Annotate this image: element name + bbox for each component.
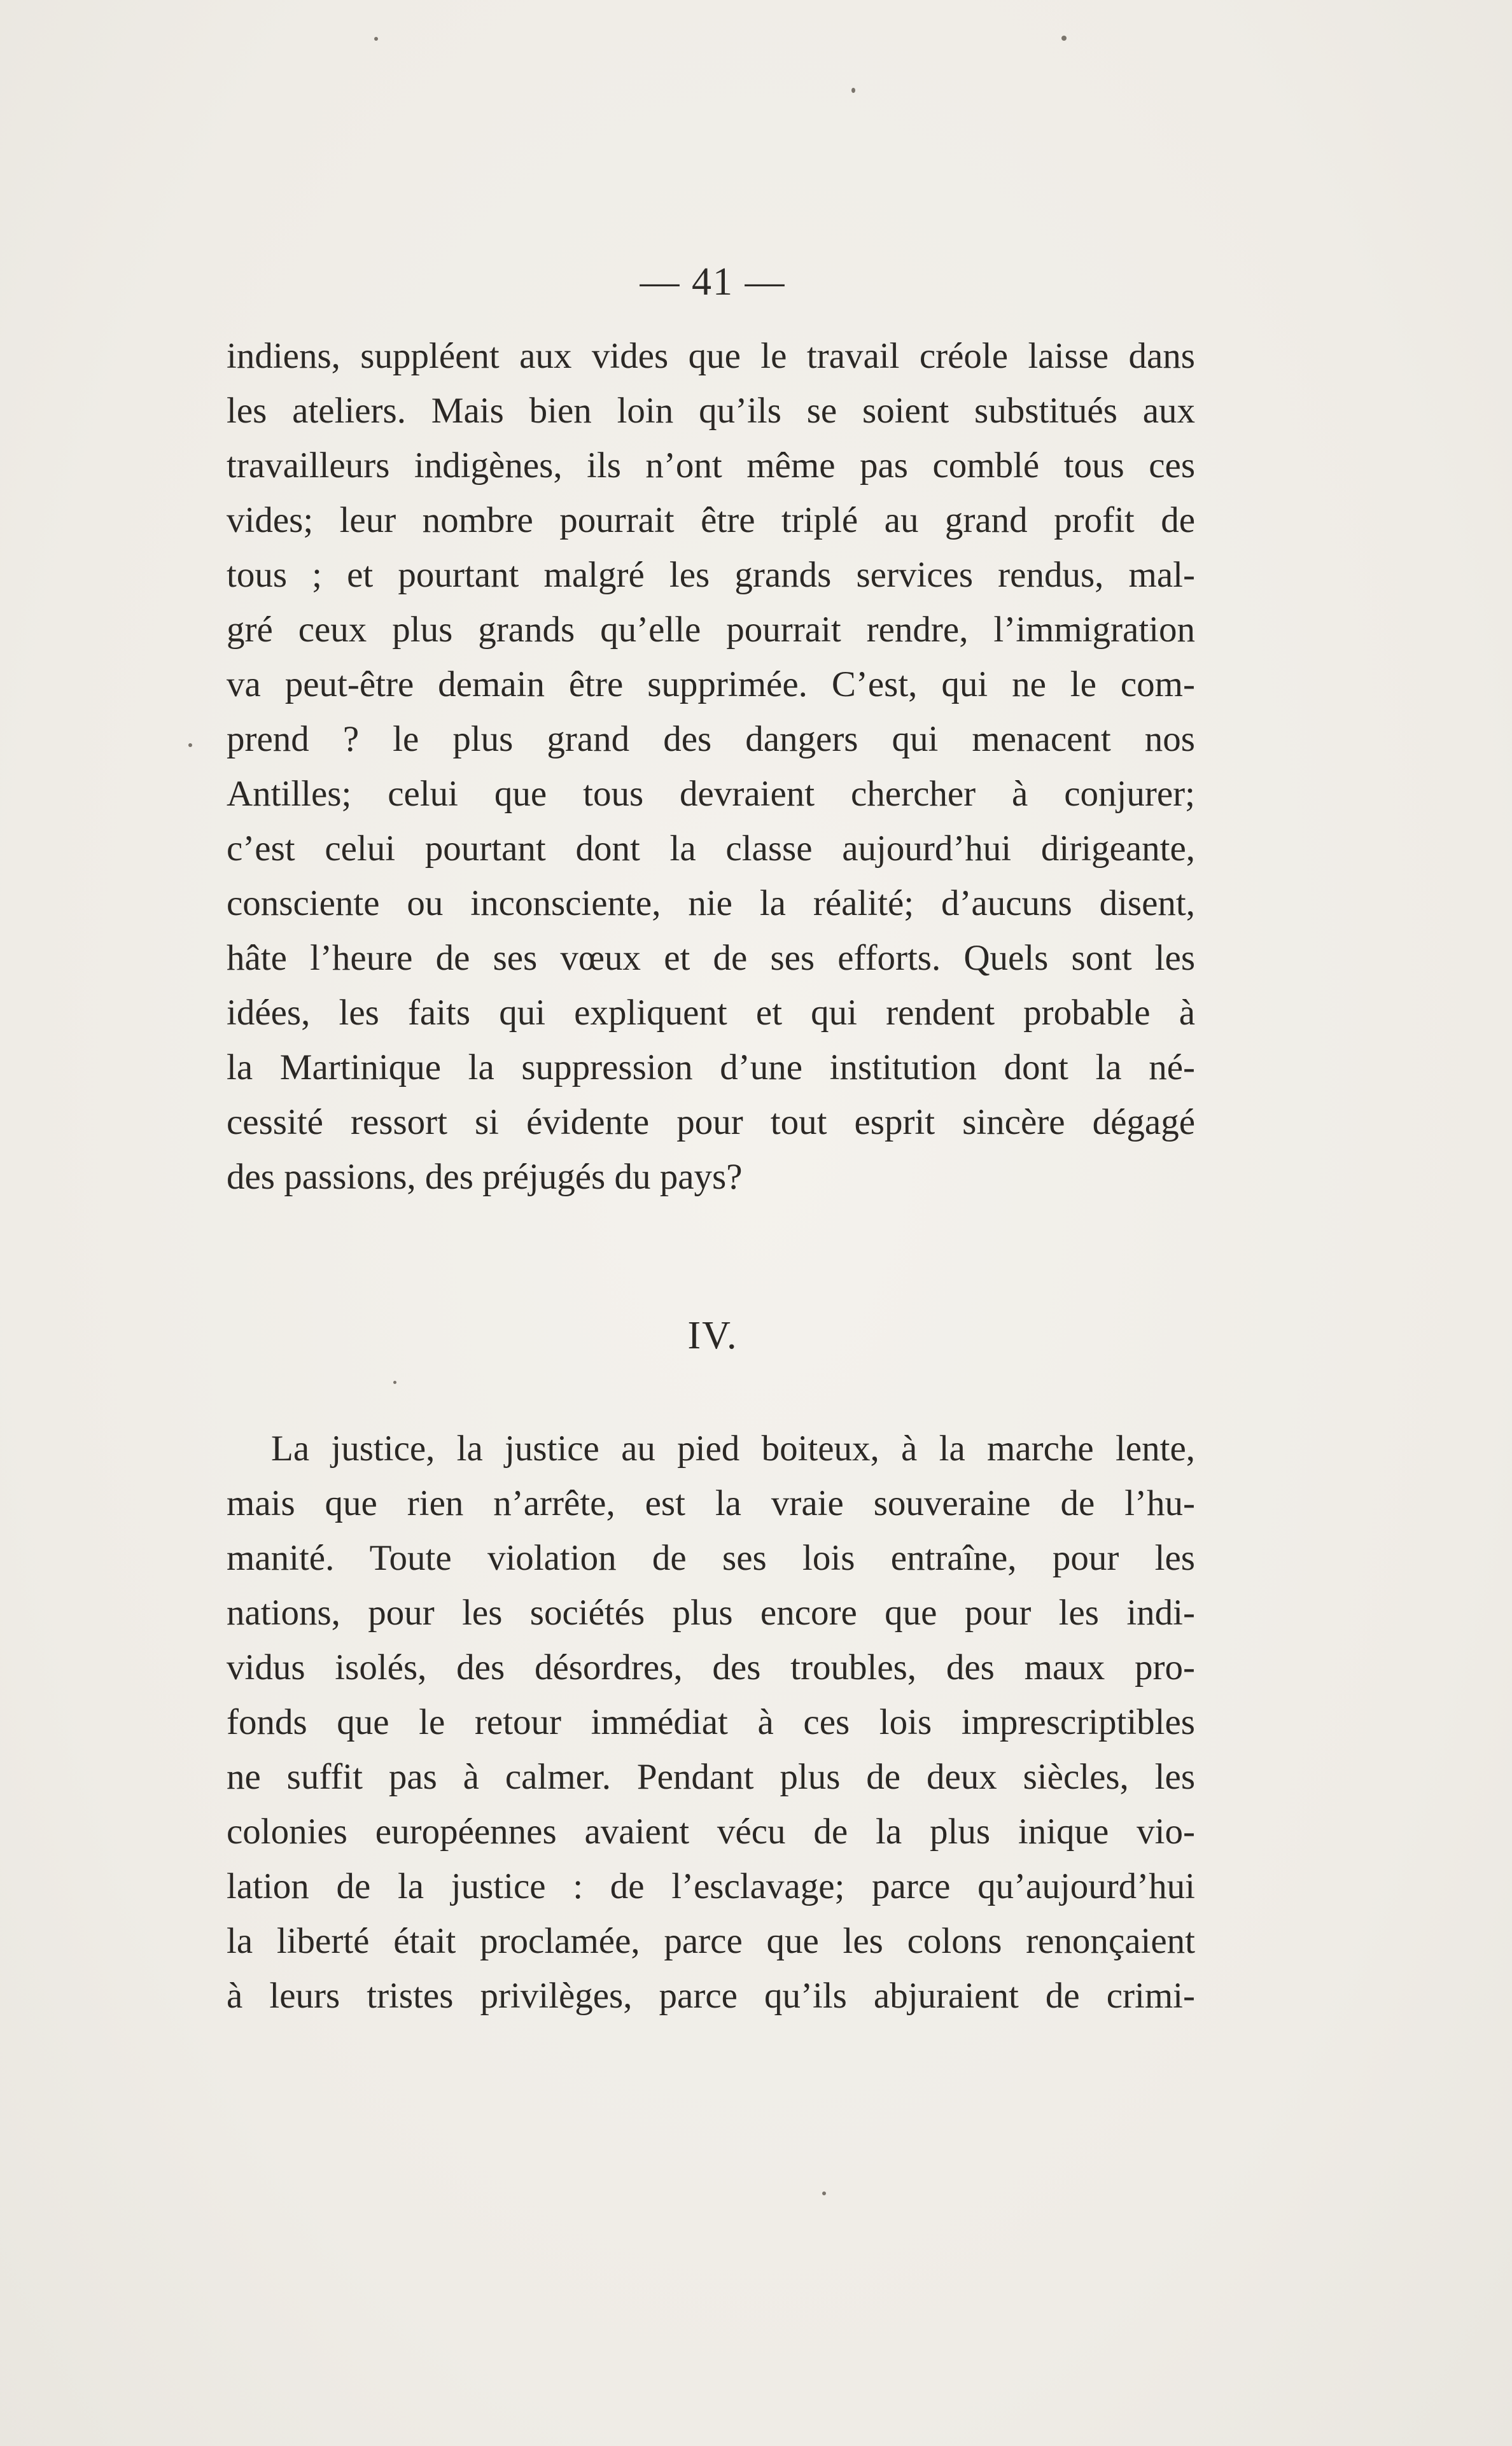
text-line: mais que rien n’arrête, est la vraie souveraine de l’hu- [227,1483,1195,1523]
text-line: nations, pour les sociétés plus encore que pour les indi- [227,1593,1195,1633]
text-line: les ateliers. Mais bien loin qu’ils se soient substitués aux [227,391,1195,431]
paper-speck [1061,36,1067,41]
text-line: travailleurs indigènes, ils n’ont même pas comblé tous ces [227,445,1195,486]
text-line: la Martinique la suppression d’une institution dont la né- [227,1047,1195,1087]
text-line: c’est celui pourtant dont la classe aujourd’hui dirigeante, [227,828,1195,869]
text-line: va peut-être demain être supprimée. C’est, qui ne le com- [227,664,1195,704]
text-line: gré ceux plus grands qu’elle pourrait rendre, l’immigration [227,610,1195,650]
text-line: indiens, suppléent aux vides que le travail créole laisse dans [227,336,1195,376]
paragraph-2 [227,1422,1195,2023]
text-line: idées, les faits qui expliquent et qui rendent probable à [227,993,1195,1033]
page-number: — 41 — [640,260,786,304]
text-line: la liberté était proclamée, parce que les colons renonçaient [227,1921,1195,1961]
text-line: consciente ou inconsciente, nie la réalité; d’aucuns disent, [227,883,1195,923]
section-heading: IV. [687,1314,738,1357]
text-line: colonies européennes avaient vécu de la plus inique vio- [227,1812,1195,1852]
text-line: ne suffit pas à calmer. Pendant plus de deux siècles, les [227,1757,1195,1797]
text-line: à leurs tristes privilèges, parce qu’ils abjuraient de crimi- [227,1976,1195,2016]
paper-speck [822,2191,826,2195]
paper-speck [374,37,378,41]
text-line: manité. Toute violation de ses lois entraîne, pour les [227,1538,1195,1578]
text-line: hâte l’heure de ses vœux et de ses efforts. Quels sont les [227,938,1195,978]
paper-speck [393,1381,396,1384]
text-line: Antilles; celui que tous devraient chercher à conjurer; [227,774,1195,814]
text-line: cessité ressort si évidente pour tout esprit sincère dégagé [227,1102,1195,1142]
text-line: prend ? le plus grand des dangers qui menacent nos [227,719,1195,759]
text-line: vides; leur nombre pourrait être triplé au grand profit de [227,500,1195,540]
text-line: La justice, la justice au pied boiteux, à la marche lente, [271,1429,1195,1469]
text-line: vidus isolés, des désordres, des troubles, des maux pro- [227,1647,1195,1688]
paragraph-1 [227,329,1195,1205]
paper-speck [851,88,855,93]
paper-speck [188,743,192,747]
text-line: fonds que le retour immédiat à ces lois imprescriptibles [227,1702,1195,1742]
text-line: des passions, des préjugés du pays? [227,1157,743,1197]
text-line: lation de la justice : de l’esclavage; parce qu’aujourd’hui [227,1866,1195,1906]
text-line: tous ; et pourtant malgré les grands services rendus, mal- [227,555,1195,595]
